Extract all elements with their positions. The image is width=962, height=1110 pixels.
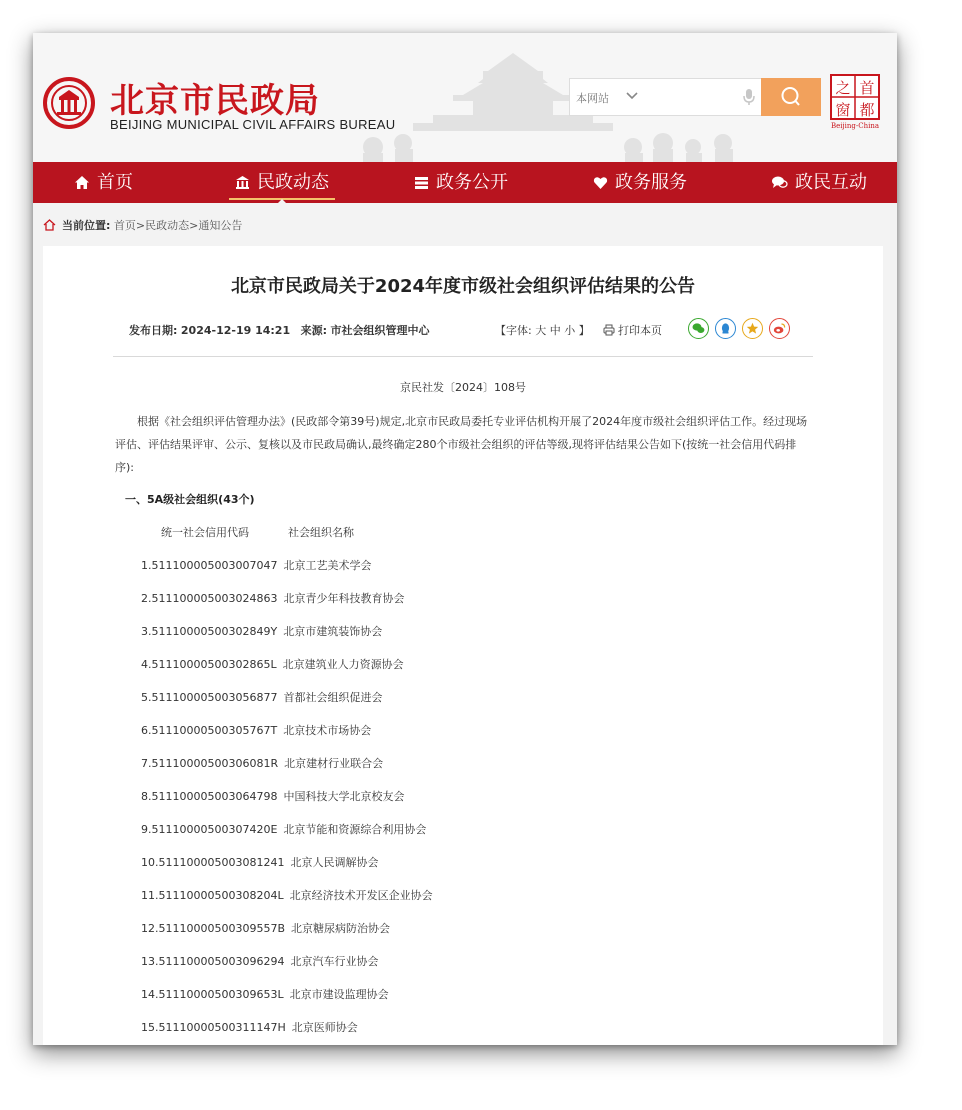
credit-code: 7.51110000500306081R [141, 757, 279, 770]
list-item [141, 656, 404, 672]
font-large-button[interactable]: 大 [535, 324, 547, 337]
article-meta [129, 322, 430, 338]
site-title-cn[interactable]: 北京市民政局 [110, 81, 320, 121]
wechat-icon [692, 322, 705, 335]
main-nav [33, 162, 897, 203]
credit-code: 1.511100005003007047 [141, 559, 278, 572]
weibo-icon [773, 322, 786, 335]
breadcrumb-label: 当前位置: [62, 219, 111, 232]
nav-label: 政务服务 [615, 172, 687, 193]
source-value: 市社会组织管理中心 [330, 324, 430, 337]
list-item [141, 1019, 358, 1035]
capital-logo-char-2: 首 [859, 79, 875, 97]
organization-name: 北京建材行业联合会 [284, 757, 384, 770]
chevron-down-icon[interactable] [625, 89, 639, 103]
credit-code: 15.51110000500311147H [141, 1021, 286, 1034]
list-item [141, 854, 378, 870]
breadcrumb [43, 217, 242, 233]
credit-code: 5.511100005003056877 [141, 691, 278, 704]
list-item [141, 557, 371, 573]
credit-code: 4.51110000500302865L [141, 658, 277, 671]
nav-item-home[interactable] [74, 162, 133, 203]
capital-logo-subtitle: Beijing-China [830, 122, 880, 130]
column-header-name: 社会组织名称 [288, 526, 354, 539]
nav-label: 首页 [97, 172, 133, 193]
nav-item-government-services[interactable] [593, 162, 687, 203]
list-item [141, 953, 378, 969]
credit-code: 13.511100005003096294 [141, 955, 285, 968]
font-size-bracket: 】 [578, 324, 590, 337]
printer-icon [603, 324, 615, 336]
print-button[interactable] [603, 322, 662, 338]
qq-icon [719, 322, 732, 335]
list-item [141, 689, 382, 705]
breadcrumb-path[interactable]: 首页>民政动态>通知公告 [113, 219, 243, 232]
list-item [141, 623, 382, 639]
share-qq-button[interactable] [715, 318, 736, 339]
organization-name: 北京技术市场协会 [283, 724, 372, 737]
credit-code: 2.511100005003024863 [141, 592, 278, 605]
nav-label: 政务公开 [436, 172, 508, 193]
share-qzone-button[interactable] [742, 318, 763, 339]
organization-name: 北京糖尿病防治协会 [291, 922, 391, 935]
site-header [33, 33, 897, 162]
font-medium-button[interactable]: 中 [549, 324, 561, 337]
organization-name: 北京建筑业人力资源协会 [282, 658, 404, 671]
capital-window-logo[interactable] [829, 73, 881, 131]
date-label: 发布日期: [129, 324, 178, 337]
organization-name: 北京节能和资源综合利用协会 [283, 823, 427, 836]
organization-name: 首都社会组织促进会 [283, 691, 383, 704]
browser-page [33, 33, 897, 1045]
list-item [141, 821, 426, 837]
list-item [141, 788, 404, 804]
publish-date: 2024-12-19 14:21 [180, 324, 291, 337]
nav-item-public-interaction[interactable] [771, 162, 867, 203]
nav-label: 政民互动 [795, 172, 867, 193]
list-item [141, 590, 404, 606]
capital-logo-char-1: 之 [835, 79, 851, 97]
organization-name: 北京医师协会 [291, 1021, 358, 1034]
credit-code: 9.51110000500307420E [141, 823, 278, 836]
source-label: 来源: [300, 324, 328, 337]
intro-paragraph: 根据《社会组织评估管理办法》(民政部令第39号)规定,北京市民政局委托专业评估机构开展了2024年度市级社会组织评估工作。经过现场评估、评估结果评审、公示、复核以及市民政局确认,最终确定280个市级社会组织的评估等级,现将评估结果公告如下(按统一社会信用代码排序): [115, 415, 808, 474]
heart-icon [593, 176, 608, 190]
search-icon [779, 86, 803, 108]
list-item [141, 986, 389, 1002]
article-title: 北京市民政局关于2024年度市级社会组织评估结果的公告 [230, 276, 696, 297]
organization-name: 北京经济技术开发区企业协会 [289, 889, 433, 902]
credit-code: 3.51110000500302849Y [141, 625, 278, 638]
nav-item-government-affairs[interactable] [414, 162, 508, 203]
list-item [141, 920, 390, 936]
share-weibo-button[interactable] [769, 318, 790, 339]
list-item [141, 755, 383, 771]
list-item [141, 887, 433, 903]
organization-name: 北京汽车行业协会 [290, 955, 379, 968]
home-outline-icon [43, 219, 56, 231]
search-button[interactable] [761, 78, 821, 116]
bureau-emblem-logo[interactable] [43, 77, 95, 129]
capital-logo-char-4: 都 [859, 101, 875, 119]
capital-logo-char-3: 窗 [835, 101, 851, 119]
font-small-button[interactable]: 小 [564, 324, 576, 337]
active-caret [277, 199, 287, 204]
section-heading: 一、5A级社会组织(43个) [125, 493, 255, 506]
chat-icon [771, 175, 788, 190]
credit-code: 10.511100005003081241 [141, 856, 285, 869]
article-panel [43, 246, 883, 1045]
font-size-label: 【字体: [495, 324, 532, 337]
home-icon [74, 175, 90, 190]
nav-label: 民政动态 [257, 172, 329, 193]
credit-code: 6.51110000500305767T [141, 724, 278, 737]
organization-name: 北京工艺美术学会 [283, 559, 372, 572]
document-number: 京民社发〔2024〕108号 [400, 381, 526, 394]
credit-code: 12.51110000500309557B [141, 922, 286, 935]
organization-name: 中国科技大学北京校友会 [283, 790, 405, 803]
column-header-code: 统一社会信用代码 [161, 526, 249, 539]
site-title-en: BEIJING MUNICIPAL CIVIL AFFAIRS BUREAU [110, 117, 396, 132]
list-item [141, 722, 371, 738]
organization-name: 北京市建筑装饰协会 [283, 625, 383, 638]
share-wechat-button[interactable] [688, 318, 709, 339]
credit-code: 8.511100005003064798 [141, 790, 278, 803]
organization-name: 北京青少年科技教育协会 [283, 592, 405, 605]
organization-name: 北京市建设监理协会 [289, 988, 389, 1001]
font-size-control [495, 322, 590, 338]
document-icon [414, 176, 429, 190]
credit-code: 14.51110000500309653L [141, 988, 284, 1001]
microphone-icon[interactable] [742, 88, 756, 106]
building-icon [235, 175, 250, 190]
search-scope-select[interactable]: 本网站 [576, 92, 609, 105]
organization-name: 北京人民调解协会 [290, 856, 379, 869]
nav-item-civil-affairs-news[interactable] [235, 162, 329, 203]
print-label: 打印本页 [618, 324, 662, 337]
credit-code: 11.51110000500308204L [141, 889, 284, 902]
divider [113, 356, 813, 357]
star-icon [746, 322, 759, 335]
